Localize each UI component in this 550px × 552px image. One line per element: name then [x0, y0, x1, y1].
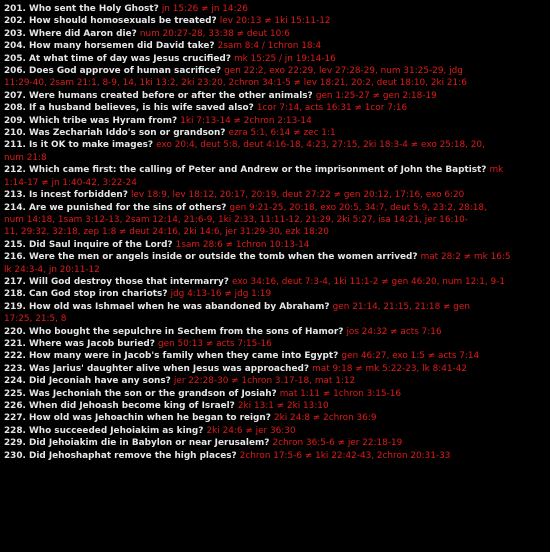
question-line	[4, 164, 550, 176]
question-line	[4, 251, 550, 263]
question-text: 204. How many horsemen did David take?	[4, 41, 218, 52]
question-line	[4, 189, 550, 201]
question-text: 202. How should homosexuals be treated?	[4, 16, 220, 27]
question-text: 224. Did Jeconiah have any sons?	[4, 376, 174, 387]
verse-references: jdg 4:13-16 ≠ jdg 1:19	[170, 289, 272, 300]
question-text: 201. Who sent the Holy Ghost?	[4, 4, 162, 14]
verse-references: 11:29-40, 2sam 21:1, 8-9, 14, 1ki 13:2, 2ki 23:20, 2chron 34:1-5 ≠ lev 18:21, 20:2, deut 18:10, 2ki 21:6	[4, 78, 467, 89]
verse-references: jer 22:28-30 ≠ 1chron 3.17-18, mat 1:12	[173, 376, 356, 387]
verse-references: mat 9:18 ≠ mk 5:22-23, lk 8:41-42	[312, 363, 468, 374]
verse-references: 2ki 24:6 ≠ jer 36:30	[206, 425, 296, 436]
question-text: 206. Does God approve of human sacrifice?	[4, 66, 225, 77]
question-line	[4, 115, 550, 127]
question-line	[4, 239, 550, 251]
question-text: 229. Did Jehoiakim die in Babylon or near Jerusalem?	[4, 438, 273, 449]
question-line	[4, 301, 550, 313]
verse-references: gen 22:2, exo 22:29, lev 27:28-29, num 31:25-29, jdg	[224, 66, 463, 77]
question-text: 225. Was Jechoniah the son or the grandson of Josiah?	[4, 388, 280, 399]
question-text: 205. At what time of day was Jesus crucified?	[4, 53, 234, 64]
verse-references: 2sam 8:4 / 1chron 18:4	[217, 41, 322, 52]
verse-references: 2ki 13:1 ≠ 2ki 13:10	[237, 401, 329, 411]
question-line	[4, 350, 550, 362]
question-text: 212. Which came first: the calling of Peter and Andrew or the imprisonment of John the Baptist?	[4, 165, 490, 176]
question-text: 228. Who succeeded Jehoiakim as king?	[4, 425, 207, 436]
verse-references: mat 28:2 ≠ mk 16:5	[420, 252, 511, 263]
question-line	[4, 202, 550, 214]
question-text: 227. How old was Jehoachin when he began to reign?	[4, 413, 274, 424]
verse-references: ezra 5:1, 6:14 ≠ zec 1:1	[228, 128, 336, 139]
verse-references: lev 18:9, lev 18:12, 20:17, 20:19, deut 27:22 ≠ gen 20:12, 17:16, exo 6:20	[130, 190, 465, 201]
verse-references: 2ki 24:8 ≠ 2chron 36:9	[273, 413, 377, 424]
verse-references: 2chron 36:5-6 ≠ jer 22:18-19	[272, 438, 403, 449]
question-line	[4, 127, 550, 139]
verse-references: exo 20:4, deut 5:8, deut 4:16-18, 4:23, 27:15, 2ki 18:3-4 ≠ exo 25:18, 20,	[156, 140, 485, 151]
question-text: 215. Did Saul inquire of the Lord?	[4, 239, 176, 250]
verse-references: exo 34:16, deut 7:3-4, 1ki 11:1-2 ≠ gen 46:20, num 12:1, 9-1	[232, 276, 506, 287]
question-text: 207. Were humans created before or after the other animals?	[4, 90, 316, 101]
question-line	[4, 102, 550, 114]
question-text: 220. Who bought the sepulchre in Sechem from the sons of Hamor?	[4, 326, 347, 337]
verse-references: mat 1:11 ≠ 1chron 3:15-16	[279, 388, 402, 399]
verse-references: 1cor 7:14, acts 16:31 ≠ 1cor 7:16	[256, 103, 408, 114]
question-text: 209. Which tribe was Hyram from?	[4, 115, 181, 126]
question-text: 216. Were the men or angels inside or outside the tomb when the women arrived?	[4, 252, 421, 263]
question-line	[4, 15, 550, 27]
question-text: 222. How many were in Jacob's family when they came into Egypt?	[4, 351, 342, 362]
contradiction-list	[4, 3, 550, 462]
question-text: 213. Is incest forbidden?	[4, 190, 131, 201]
reference-continuation-line	[4, 77, 550, 89]
question-text: 217. Will God destroy those that intermarry?	[4, 276, 233, 287]
question-line	[4, 437, 550, 449]
question-line	[4, 139, 550, 151]
verse-references: 1ki 7:13-14 ≠ 2chron 2:13-14	[180, 115, 312, 126]
verse-references: 2chron 17:5-6 ≠ 1ki 22:42-43, 2chron 20:31-33	[239, 450, 451, 461]
reference-continuation-line	[4, 226, 550, 238]
question-text: 218. Can God stop iron chariots?	[4, 289, 171, 300]
question-line	[4, 388, 550, 400]
question-line	[4, 363, 550, 375]
verse-references: gen 50:13 ≠ acts 7:15-16	[157, 338, 272, 349]
verse-references: 1:14-17 ≠ jn 1:40-42, 3:22-24	[4, 177, 137, 188]
question-line	[4, 400, 550, 412]
question-text: 221. Where was Jacob buried?	[4, 338, 158, 349]
question-text: 223. Was Jarius' daughter alive when Jesus was approached?	[4, 363, 313, 374]
verse-references: mk	[489, 165, 504, 176]
question-line	[4, 53, 550, 65]
question-line	[4, 288, 550, 300]
question-text: 214. Are we punished for the sins of others?	[4, 202, 230, 213]
verse-references: gen 46:27, exo 1:5 ≠ acts 7:14	[341, 351, 480, 362]
verse-references: lk 24:3-4, jn 20:11-12	[4, 264, 100, 275]
verse-references: gen 1:25-27 ≠ gen 2:18-19	[315, 90, 437, 101]
question-line	[4, 412, 550, 424]
question-line	[4, 276, 550, 288]
verse-references: jn 15:26 ≠ jn 14:26	[161, 4, 248, 14]
verse-references: num 20:27-28, 33:38 ≠ deut 10:6	[139, 28, 290, 39]
question-line	[4, 28, 550, 40]
verse-references: jos 24:32 ≠ acts 7:16	[346, 326, 442, 337]
reference-continuation-line	[4, 177, 550, 189]
verse-references: 1sam 28:6 ≠ 1chron 10:13-14	[175, 239, 310, 250]
question-line	[4, 3, 550, 15]
question-text: 230. Did Jehoshaphat remove the high places?	[4, 450, 240, 461]
question-text: 208. If a husband believes, is his wife saved also?	[4, 103, 257, 114]
question-line	[4, 338, 550, 350]
question-line	[4, 40, 550, 52]
question-text: 203. Where did Aaron die?	[4, 28, 140, 39]
verse-references: lev 20:13 ≠ 1ki 15:11-12	[219, 16, 331, 27]
question-text: 219. How old was Ishmael when he was abandoned by Abraham?	[4, 301, 333, 312]
verse-references: 11, 29:32, 32:18, zep 1:8 ≠ deut 24:16, 2ki 14:6, jer 31:29-30, ezk 18:20	[4, 227, 329, 238]
verse-references: num 14:18, 1sam 3:12-13, 2sam 12:14, 21:6-9, 1ki 2:33, 11:11-12, 21:29, 2ki 5:27, isa 14:21, jer 16:10-	[4, 214, 468, 225]
question-line	[4, 425, 550, 437]
reference-continuation-line	[4, 313, 550, 325]
question-text: 210. Was Zechariah Iddo's son or grandson?	[4, 128, 229, 139]
reference-continuation-line	[4, 152, 550, 164]
verse-references: gen 9:21-25, 20:18, exo 20:5, 34:7, deut 5:9, 23:2, 28:18,	[229, 202, 487, 213]
question-line	[4, 375, 550, 387]
question-text: 226. When did Jehoash become king of Israel?	[4, 401, 238, 411]
question-line	[4, 65, 550, 77]
question-line	[4, 450, 550, 462]
verse-references: num 21:8	[4, 152, 47, 163]
question-line	[4, 90, 550, 102]
reference-continuation-line	[4, 214, 550, 226]
reference-continuation-line	[4, 264, 550, 276]
verse-references: gen 21:14, 21:15, 21:18 ≠ gen	[332, 301, 471, 312]
verse-references: mk 15:25 / jn 19:14-16	[233, 53, 336, 64]
question-line	[4, 326, 550, 338]
question-text: 211. Is it OK to make images?	[4, 140, 157, 151]
verse-references: 17:25, 21:5, 8	[4, 314, 67, 325]
